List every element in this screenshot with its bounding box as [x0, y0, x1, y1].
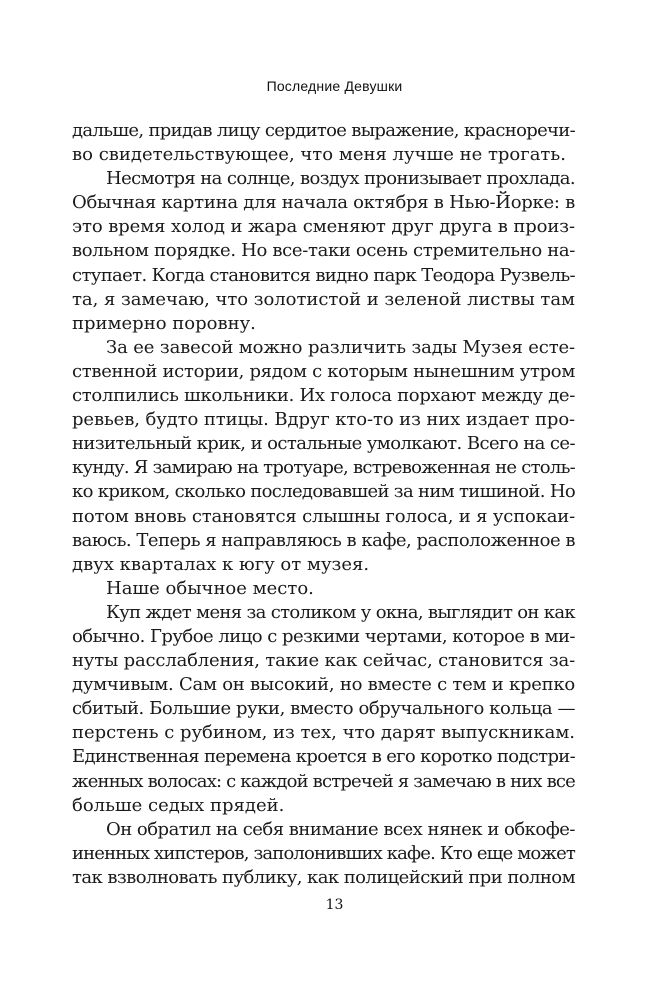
text-line: вольном порядке. Но все-таки осень стремительно на- [72, 240, 575, 262]
text-line: ко криком, сколько последовавшей за ним тишиной. Но [72, 481, 575, 503]
text-line: та, я замечаю, что золотистой и зеленой листвы там [72, 288, 575, 310]
text-line: Куп ждет меня за столиком у окна, выглядит он как [106, 601, 576, 623]
page-number: 13 [325, 897, 344, 913]
text-line: примерно поровну. [72, 312, 256, 334]
text-line: Единственная перемена кроется в его коротко подстри- [72, 746, 576, 768]
text-line: так взволновать публику, как полицейский при полном [72, 866, 575, 888]
text-line: ступает. Когда становится видно парк Теодора Рузвель- [72, 264, 575, 286]
body-text [72, 119, 575, 890]
text-line: Наше обычное место. [106, 577, 314, 599]
text-line: ваюсь. Теперь я направляюсь в кафе, расположенное в [72, 529, 575, 551]
text-line: больше седых прядей. [72, 794, 285, 816]
text-line: кунду. Я замираю на тротуаре, встревоженная не столь- [72, 457, 576, 479]
text-line: сбитый. Большие руки, вместо обручального кольца — [72, 698, 576, 720]
text-line: ревьев, будто птицы. Вдруг кто-то из них издает про- [72, 409, 576, 431]
text-line: столпились школьники. Их голоса порхают между де- [72, 385, 575, 407]
text-line: низительный крик, и остальные умолкают. Всего на се- [72, 433, 575, 455]
text-line: ственной истории, рядом с которым нынешним утром [72, 360, 576, 382]
text-line: Обычная картина для начала октября в Нью-Йорке: в [72, 192, 576, 214]
text-line: это время холод и жара сменяют друг друга в произ- [72, 216, 576, 238]
text-line: обычно. Грубое лицо с резкими чертами, которое в ми- [72, 625, 575, 647]
text-line: Он обратил на себя внимание всех нянек и обкофе- [106, 818, 575, 840]
text-line: иненных хипстеров, заполонивших кафе. Кто еще может [72, 842, 575, 864]
text-line: Несмотря на солнце, воздух пронизывает прохлада. [106, 168, 575, 190]
text-line: потом вновь становятся слышны голоса, и я успокаи- [72, 505, 576, 527]
text-line: перстень с рубином, из тех, что дарят выпускникам. [72, 722, 575, 744]
text-line: думчивым. Сам он высокий, но вместе с тем и крепко [72, 674, 575, 696]
text-line: нуты расслабления, такие как сейчас, становится за- [72, 650, 575, 672]
text-line: во свидетельствующее, что меня лучше не трогать. [72, 144, 566, 166]
text-line: дальше, придав лицу сердитое выражение, красноречи- [72, 120, 576, 141]
text-line: женных волосах: с каждой встречей я замечаю в них все [72, 770, 576, 792]
running-title: Последние Девушки [266, 78, 403, 94]
text-line: За ее завесой можно различить зады Музея есте- [106, 336, 576, 358]
text-line: двух кварталах к югу от музея. [72, 553, 370, 575]
